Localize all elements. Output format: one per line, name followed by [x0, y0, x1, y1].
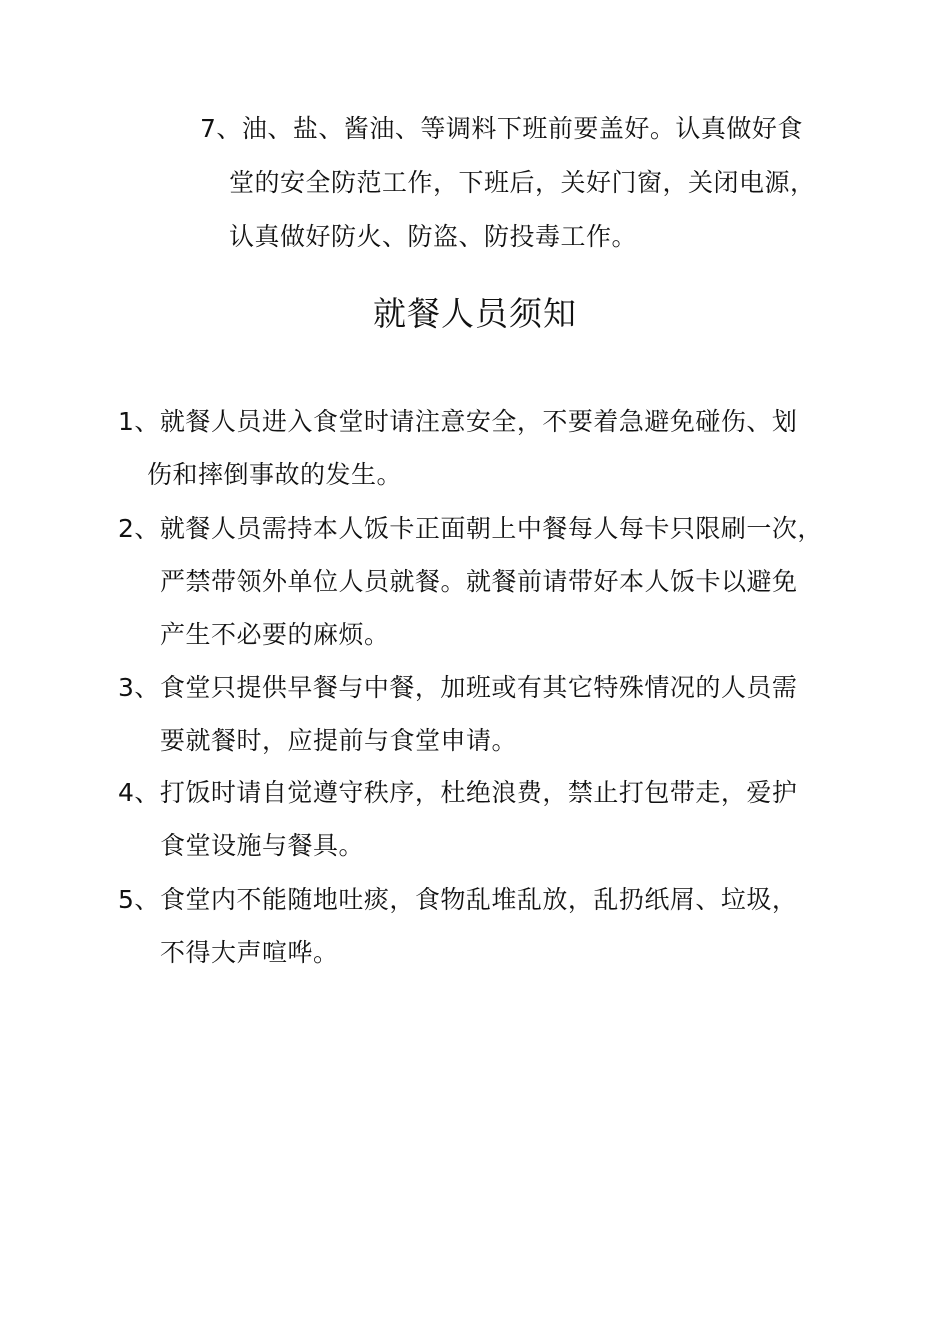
item-7-line-3: 认真做好防火、防盗、防投毒工作。	[229, 222, 638, 251]
item-4-line-2: 食堂设施与餐具。	[160, 831, 365, 860]
item-1-line-1: 1、就餐人员进入食堂时请注意安全，不要着急避免碰伤、划	[118, 407, 798, 436]
item-3-line-2: 要就餐时，应提前与食堂申请。	[160, 726, 518, 755]
item-2-line-2: 严禁带领外单位人员就餐。就餐前请带好本人饭卡以避免	[160, 567, 798, 596]
section-title: 就餐人员须知	[373, 294, 577, 333]
item-1-line-2: 伤和摔倒事故的发生。	[147, 460, 403, 489]
item-2-line-3: 产生不必要的麻烦。	[160, 620, 390, 649]
item-7-line-1: 7、油、盐、酱油、等调料下班前要盖好。认真做好食	[200, 114, 803, 143]
item-5-line-2: 不得大声喧哗。	[160, 938, 339, 967]
item-7-line-2: 堂的安全防范工作，下班后，关好门窗，关闭电源，	[229, 168, 816, 197]
item-2-line-1: 2、就餐人员需持本人饭卡正面朝上中餐每人每卡只限刷一次，	[118, 514, 823, 543]
item-5-line-1: 5、食堂内不能随地吐痰，食物乱堆乱放，乱扔纸屑、垃圾，	[118, 885, 798, 914]
item-4-line-1: 4、打饭时请自觉遵守秩序，杜绝浪费，禁止打包带走，爱护	[118, 778, 798, 807]
item-3-line-1: 3、食堂只提供早餐与中餐，加班或有其它特殊情况的人员需	[118, 673, 798, 702]
